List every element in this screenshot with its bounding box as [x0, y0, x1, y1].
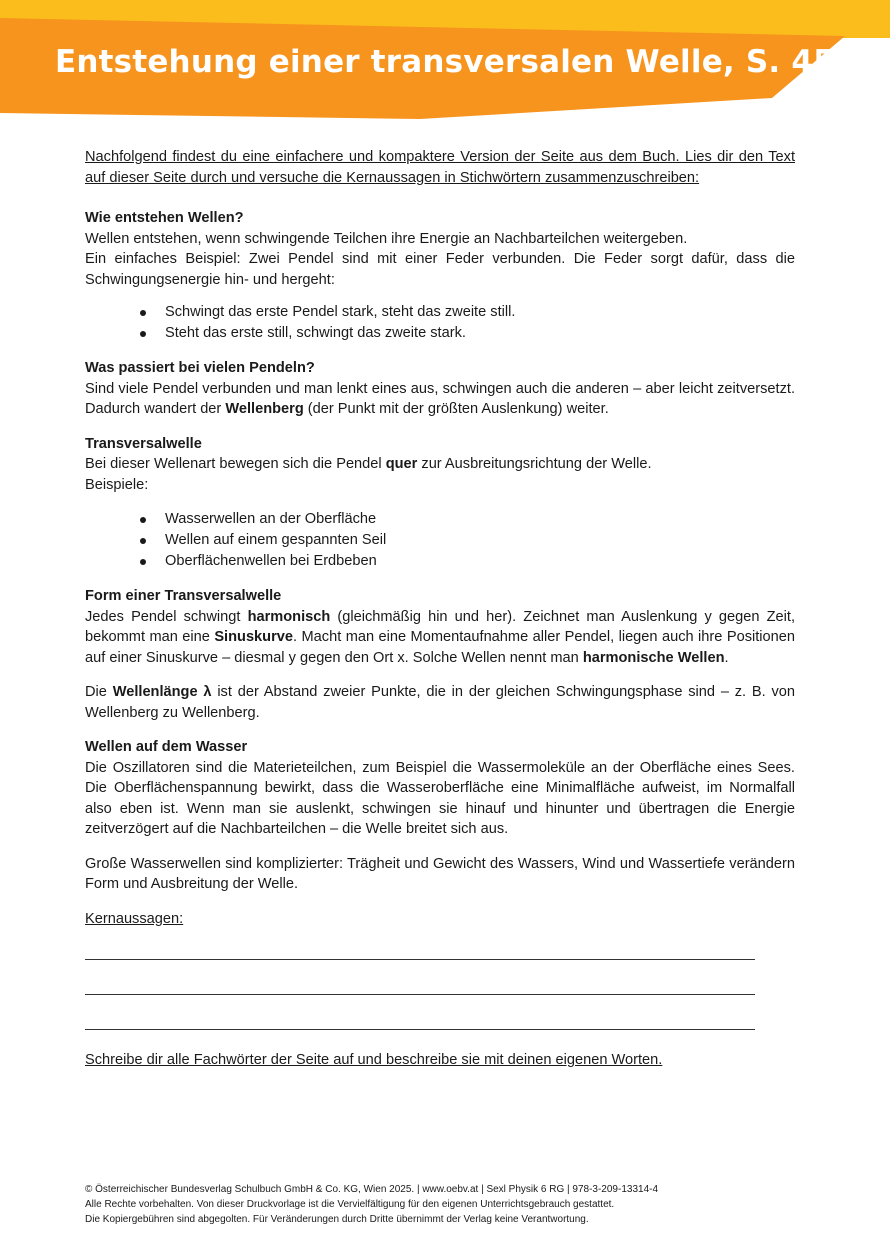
term-harmonisch: harmonisch — [247, 608, 331, 625]
section-grosse-wasserwellen — [85, 854, 795, 895]
term-sinuskurve: Sinuskurve — [214, 629, 294, 645]
term-harmonische-wellen: harmonische Wellen — [582, 649, 725, 666]
worksheet-content — [85, 147, 795, 1071]
paragraph: Die Oszillatoren sind die Materieteilchen, zum Beispiel die Wassermoleküle an der Oberfläche eines Sees. Die Oberflächenspannung bewirkt, dass die Wasseroberfläche eine Minimalfläche aufweist, im Normalfall also eben ist. Wenn man sie auslenkt, schwingen sie hinauf und hinunter und übertragen die Energie zeitverzögert auf die Nachbarteilchen – die Welle breitet sich aus. — [85, 759, 795, 837]
kernaussagen-label: Kernaussagen: — [85, 910, 184, 927]
intro-instruction: Nachfolgend findest du eine einfachere und kompaktere Version der Seite aus dem Buch. Lies dir den Text auf dieser Seite durch und versuche die Kernaussagen in Stichwörtern zusammenzuschreiben: — [85, 149, 795, 186]
bullet-icon — [140, 331, 146, 337]
section-transversalwelle — [85, 434, 795, 573]
term-wellenberg: Wellenberg — [225, 401, 304, 417]
section-heading: Wie entstehen Wellen? — [85, 210, 244, 226]
list-item: Steht das erste still, schwingt das zweite stark. — [85, 323, 795, 344]
list-item: Wellen auf einem gespannten Seil — [85, 530, 795, 551]
bullet-list — [85, 302, 795, 344]
term-quer: quer — [385, 456, 418, 472]
section-wellen-wasser — [85, 737, 795, 840]
answer-line[interactable] — [85, 1029, 755, 1030]
page-title: Entstehung einer transversalen Welle, S. 45 — [55, 44, 835, 80]
examples-label: Beispiele: — [85, 476, 149, 493]
paragraph: Sind viele Pendel verbunden und man lenkt eines aus, schwingen auch die anderen – aber leicht zeitversetzt. Dadurch wandert der Wellenberg (der Punkt mit der größten Auslenkung) weiter. — [85, 380, 795, 417]
paragraph: Wellen entstehen, wenn schwingende Teilchen ihre Energie an Nachbarteilchen weitergeben. — [85, 230, 688, 247]
paragraph: Große Wasserwellen sind komplizierter: Trägheit und Gewicht des Wassers, Wind und Wassertiefe verändern Form und Ausbreitung der Welle. — [85, 855, 795, 892]
section-form-transversalwelle — [85, 586, 795, 668]
section-heading: Form einer Transversalwelle — [85, 588, 282, 604]
bullet-icon — [140, 310, 146, 316]
bullet-icon — [140, 538, 146, 544]
copyright-footer — [85, 1182, 805, 1227]
task-instruction: Schreibe dir alle Fachwörter der Seite auf und beschreibe sie mit deinen eigenen Worten. — [85, 1052, 663, 1068]
paragraph: Die Wellenlänge λ ist der Abstand zweier Punkte, die in der gleichen Schwingungsphase sind – z. B. von Wellenberg zu Wellenberg. — [85, 684, 796, 721]
paragraph: Jedes Pendel schwingt harmonisch (gleichmäßig hin und her). Zeichnet man Auslenkung y gegen Zeit, bekommt man eine Sinuskurve. Macht man eine Momentaufnahme aller Pendel, liegen auch ihre Positionen auf einer Sinuskurve – diesmal y gegen den Ort x. Solche Wellen nennt man harmonische Wellen. — [85, 608, 796, 666]
section-heading: Was passiert bei vielen Pendeln? — [85, 360, 315, 376]
section-viele-pendel — [85, 358, 795, 420]
answer-line[interactable] — [85, 959, 755, 960]
paragraph: Ein einfaches Beispiel: Zwei Pendel sind mit einer Feder verbunden. Die Feder sorgt dafür, dass die Schwingungsenergie hin- und hergeht: — [85, 251, 795, 288]
header-banner — [0, 0, 890, 125]
list-item: Wasserwellen an der Oberfläche — [85, 509, 795, 530]
footer-line: © Österreichischer Bundesverlag Schulbuch GmbH & Co. KG, Wien 2025. | www.oebv.at | Sexl Physik 6 RG | 978-3-209-13314-4 — [85, 1184, 659, 1195]
list-item: Oberflächenwellen bei Erdbeben — [85, 551, 795, 572]
section-wie-entstehen-wellen — [85, 208, 795, 344]
bullet-list — [85, 509, 795, 572]
section-heading: Transversalwelle — [85, 435, 202, 452]
section-wellenlaenge — [85, 682, 795, 723]
paragraph: Bei dieser Wellenart bewegen sich die Pendel quer zur Ausbreitungsrichtung der Welle. — [85, 456, 652, 472]
list-item: Schwingt das erste Pendel stark, steht das zweite still. — [85, 302, 795, 323]
footer-line: Die Kopiergebühren sind abgegolten. Für Veränderungen durch Dritte übernimmt der Verlag keine Verantwortung. — [85, 1214, 589, 1225]
bullet-icon — [140, 559, 146, 565]
answer-line[interactable] — [85, 994, 755, 995]
section-heading: Wellen auf dem Wasser — [85, 739, 248, 755]
term-wellenlaenge: Wellenlänge λ — [112, 684, 212, 700]
bullet-icon — [140, 517, 146, 523]
footer-line: Alle Rechte vorbehalten. Von dieser Druckvorlage ist die Vervielfältigung für den eigenen Unterrichtsgebrauch gestattet. — [85, 1199, 615, 1210]
